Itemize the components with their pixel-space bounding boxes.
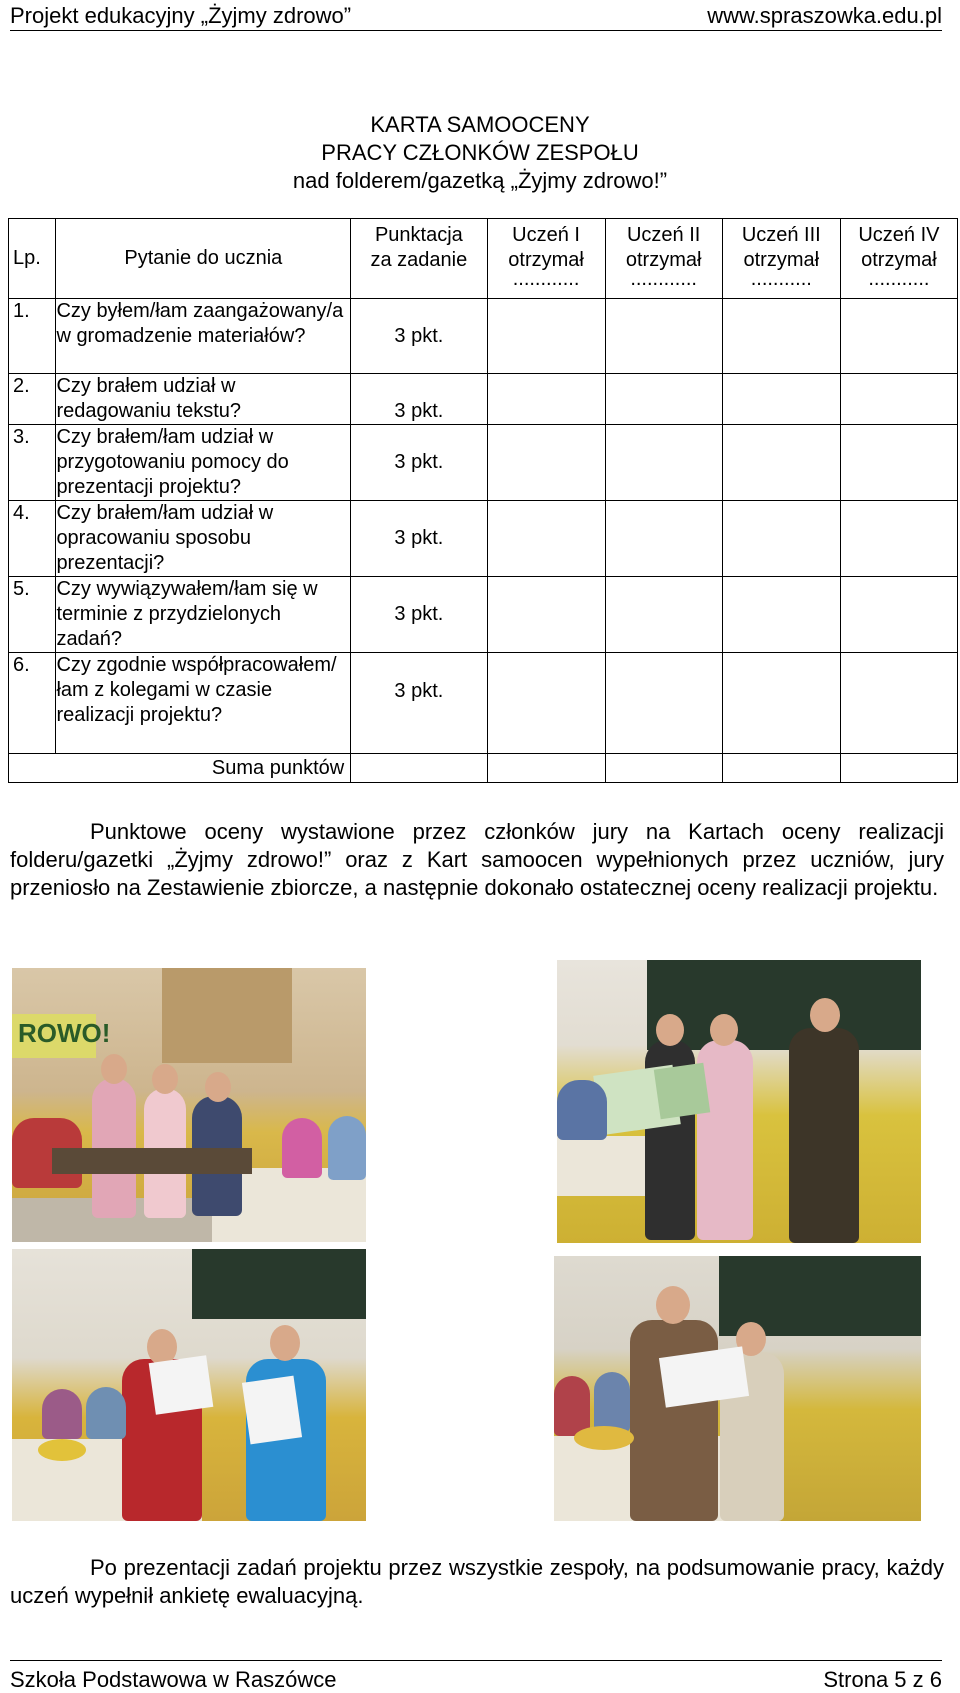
score-cell[interactable]	[840, 501, 957, 577]
page-header	[10, 2, 942, 31]
footer-school: Szkoła Podstawowa w Raszówce	[10, 1667, 337, 1692]
sum-cell[interactable]	[605, 754, 722, 783]
table-header-row	[9, 219, 958, 299]
paragraph-jury-evaluation: Punktowe oceny wystawione przez członków jury na Kartach oceny realizacji folderu/gazetki „Żyjmy zdrowo!” oraz z Kart samoocen wypełnionych przez uczniów, jury przeniosło na Zestawienie zbiorcze, a następnie dokonało ostatecznej oceny realizacji projektu.	[10, 819, 944, 900]
sum-cell[interactable]	[722, 754, 840, 783]
page-footer	[10, 1660, 942, 1692]
row-number: 4.	[9, 501, 56, 577]
table-row	[9, 425, 958, 501]
header-student-2: Uczeń II otrzymał ............	[605, 219, 722, 299]
sum-cell[interactable]	[351, 754, 487, 783]
row-number: 2.	[9, 374, 56, 425]
score-cell[interactable]	[487, 501, 605, 577]
header-points: Punktacja za zadanie	[351, 219, 487, 299]
score-cell[interactable]	[605, 653, 722, 754]
row-points: 3 pkt.	[351, 425, 487, 501]
photo-presentation-4	[554, 1256, 921, 1521]
score-cell[interactable]	[722, 577, 840, 653]
score-cell[interactable]	[487, 299, 605, 374]
table-row	[9, 653, 958, 754]
score-cell[interactable]	[840, 653, 957, 754]
row-number: 5.	[9, 577, 56, 653]
sum-cell[interactable]	[840, 754, 957, 783]
score-cell[interactable]	[840, 374, 957, 425]
title-line-3: nad folderem/gazetką „Żyjmy zdrowo!”	[292, 168, 668, 193]
row-question: Czy wywiązywałem/łam się w terminie z przydzielonych zadań?	[56, 577, 351, 653]
photo-presentation-2	[557, 960, 921, 1243]
score-cell[interactable]	[840, 425, 957, 501]
score-cell[interactable]	[605, 299, 722, 374]
score-cell[interactable]	[722, 653, 840, 754]
score-cell[interactable]	[487, 577, 605, 653]
score-cell[interactable]	[840, 299, 957, 374]
sum-label: Suma punktów	[9, 754, 351, 783]
score-cell[interactable]	[605, 425, 722, 501]
row-number: 3.	[9, 425, 56, 501]
table-row	[9, 577, 958, 653]
score-cell[interactable]	[605, 577, 722, 653]
row-points: 3 pkt.	[351, 501, 487, 577]
table-row	[9, 501, 958, 577]
row-points: 3 pkt.	[351, 299, 487, 374]
header-student-1: Uczeń I otrzymał ............	[487, 219, 605, 299]
score-cell[interactable]	[722, 374, 840, 425]
row-question: Czy brałem udział w redagowaniu tekstu?	[56, 374, 351, 425]
title-line-2: PRACY CZŁONKÓW ZESPOŁU	[321, 140, 639, 165]
document-title	[0, 111, 960, 195]
row-number: 1.	[9, 299, 56, 374]
title-line-1: KARTA SAMOOCENY	[370, 112, 590, 137]
score-cell[interactable]	[487, 374, 605, 425]
photo-presentation-3	[12, 1249, 366, 1521]
row-number: 6.	[9, 653, 56, 754]
table-row	[9, 299, 958, 374]
table-row	[9, 374, 958, 425]
score-cell[interactable]	[487, 425, 605, 501]
row-points: 3 pkt.	[351, 374, 487, 425]
header-student-3: Uczeń III otrzymał ...........	[722, 219, 840, 299]
header-project-title: Projekt edukacyjny „Żyjmy zdrowo”	[10, 3, 352, 28]
row-question: Czy zgodnie współpracowałem/łam z kolegami w czasie realizacji projektu?	[56, 653, 351, 754]
self-assessment-table	[8, 218, 958, 783]
photo-banner: ROWO!	[12, 1014, 96, 1058]
footer-page-number: Strona 5 z 6	[823, 1667, 942, 1692]
sum-cell[interactable]	[487, 754, 605, 783]
paragraph-summary: Po prezentacji zadań projektu przez wszystkie zespoły, na podsumowanie pracy, każdy uczeń wypełnił ankietę ewaluacyjną.	[10, 1555, 944, 1608]
header-student-4: Uczeń IV otrzymał ...........	[840, 219, 957, 299]
header-question: Pytanie do ucznia	[56, 219, 351, 299]
score-cell[interactable]	[605, 501, 722, 577]
score-cell[interactable]	[605, 374, 722, 425]
row-question: Czy brałem/łam udział w przygotowaniu pomocy do prezentacji projektu?	[56, 425, 351, 501]
score-cell[interactable]	[722, 299, 840, 374]
row-question: Czy byłem/łam zaangażowany/a w gromadzenie materiałów?	[56, 299, 351, 374]
score-cell[interactable]	[722, 425, 840, 501]
header-website: www.spraszowka.edu.pl	[707, 3, 942, 28]
header-lp: Lp.	[9, 219, 56, 299]
score-cell[interactable]	[840, 577, 957, 653]
score-cell[interactable]	[487, 653, 605, 754]
row-points: 3 pkt.	[351, 653, 487, 754]
photo-presentation-1	[12, 968, 366, 1242]
sum-row	[9, 754, 958, 783]
row-question: Czy brałem/łam udział w opracowaniu sposobu prezentacji?	[56, 501, 351, 577]
row-points: 3 pkt.	[351, 577, 487, 653]
score-cell[interactable]	[722, 501, 840, 577]
